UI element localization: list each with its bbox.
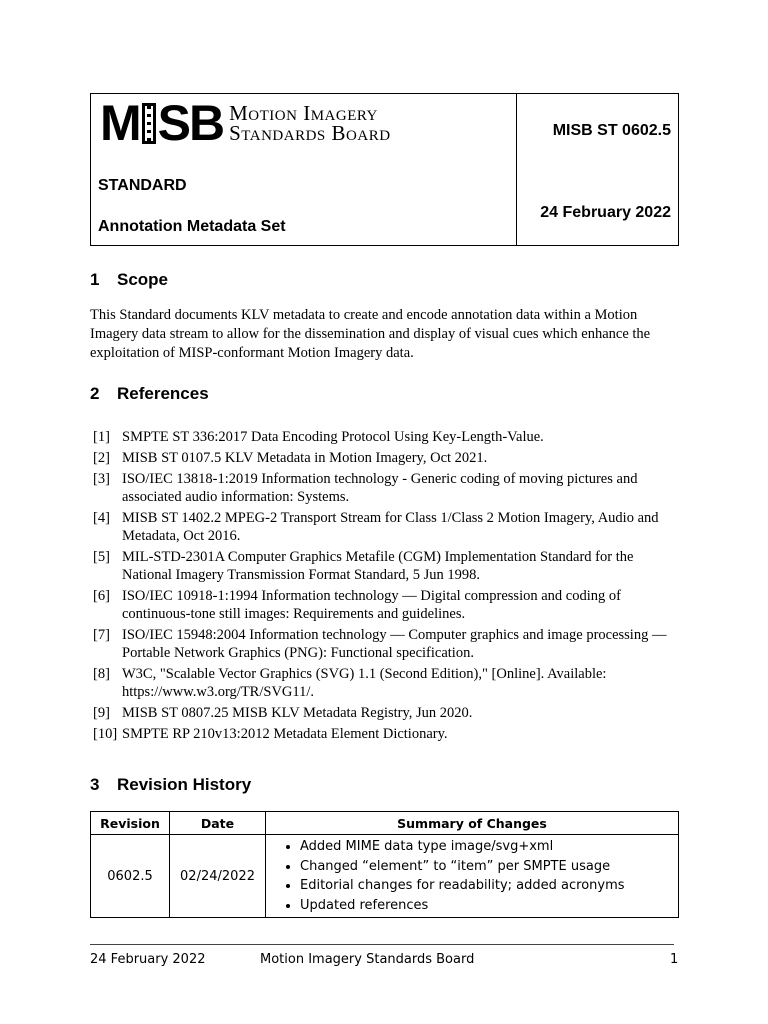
reference-number: [7] [93,627,110,643]
reference-text: W3C, "Scalable Vector Graphics (SVG) 1.1 (Second Edition)," [Online]. Available: https://www.w3.org/TR/SVG11/. [122,666,607,700]
footer-organization: Motion Imagery Standards Board [260,952,475,967]
change-item: • Added MIME data type image/svg+xml [300,837,674,857]
change-item: • Editorial changes for readability; added acronyms [300,876,674,896]
change-item: • Changed “element” to “item” per SMPTE usage [300,857,674,877]
table-row [91,835,679,918]
date-cell: 02/24/2022 [170,835,266,918]
revision-cell: 0602.5 [91,835,170,918]
reference-number: [1] [93,429,110,445]
reference-text: ISO/IEC 15948:2004 Information technology — Computer graphics and image processing — Portable Network Graphics (PNG): Functional specification. [122,627,667,661]
reference-number: [8] [93,666,110,682]
document-title: Annotation Metadata Set [98,218,286,235]
footer-date: 24 February 2022 [90,952,206,967]
section-heading-references: 2 References [90,384,209,403]
reference-item [93,470,683,506]
reference-text: MISB ST 1402.2 MPEG-2 Transport Stream for Class 1/Class 2 Motion Imagery, Audio and Metadata, Oct 2016. [122,510,659,544]
reference-item [93,704,683,722]
reference-item [93,626,683,662]
reference-number: [3] [93,471,110,487]
reference-number: [6] [93,588,110,604]
reference-item [93,449,683,467]
reference-number: [2] [93,450,110,466]
scope-paragraph: This Standard documents KLV metadata to create and encode annotation data within a Motion Imagery data stream to allow for the dissemination and display of visual cues which enhance the exploitation of MISP-conformant Motion Imagery data. [90,307,651,361]
reference-item [93,587,683,623]
summary-cell [266,835,679,918]
reference-item [93,725,683,743]
footer-divider [90,944,674,946]
reference-number: [9] [93,705,110,721]
document-number: MISB ST 0602.5 [552,122,671,139]
reference-text: ISO/IEC 10918-1:1994 Information technology — Digital compression and coding of continuous-tone still images: Requirements and guidelines. [122,588,621,622]
logo-film-strip-icon [142,103,156,144]
reference-item [93,665,683,701]
reference-item [93,428,683,446]
footer-page-number: 1 [670,952,679,967]
logo-text [229,103,390,143]
reference-text: SMPTE RP 210v13:2012 Metadata Element Dictionary. [122,726,448,742]
logo-mark: M SB [100,95,224,151]
column-header-summary: Summary of Changes [266,812,679,835]
reference-text: SMPTE ST 336:2017 Data Encoding Protocol Using Key-Length-Value. [122,429,544,445]
table-header-row [91,812,679,835]
reference-number: [5] [93,549,110,565]
column-header-date: Date [170,812,266,835]
logo-line1: Motion Imagery [229,101,378,125]
reference-text: MISB ST 0107.5 KLV Metadata in Motion Imagery, Oct 2021. [122,450,488,466]
document-type: STANDARD [98,177,187,194]
reference-text: MISB ST 0807.25 MISB KLV Metadata Registry, Jun 2020. [122,705,473,721]
document-header [90,93,679,246]
column-header-revision: Revision [91,812,170,835]
misb-logo [100,95,391,151]
section-heading-scope: 1 Scope [90,270,169,289]
reference-text: ISO/IEC 13818-1:2019 Information technology - Generic coding of moving pictures and associated audio information: Systems. [122,471,638,505]
change-item: • Updated references [300,896,674,916]
reference-item [93,548,683,584]
reference-text: MIL-STD-2301A Computer Graphics Metafile (CGM) Implementation Standard for the National Imagery Transmission Format Standard, 5 Jun 1998. [122,549,634,583]
reference-list [93,428,683,746]
section-heading-revision-history: 3 Revision History [90,775,252,794]
header-right-cell [517,94,678,245]
header-left-cell [91,94,517,245]
logo-line2: Standards Board [229,121,391,145]
reference-number: [10] [93,726,118,742]
reference-item [93,509,683,545]
reference-number: [4] [93,510,110,526]
revision-history-table [90,811,679,918]
document-date: 24 February 2022 [540,204,671,221]
